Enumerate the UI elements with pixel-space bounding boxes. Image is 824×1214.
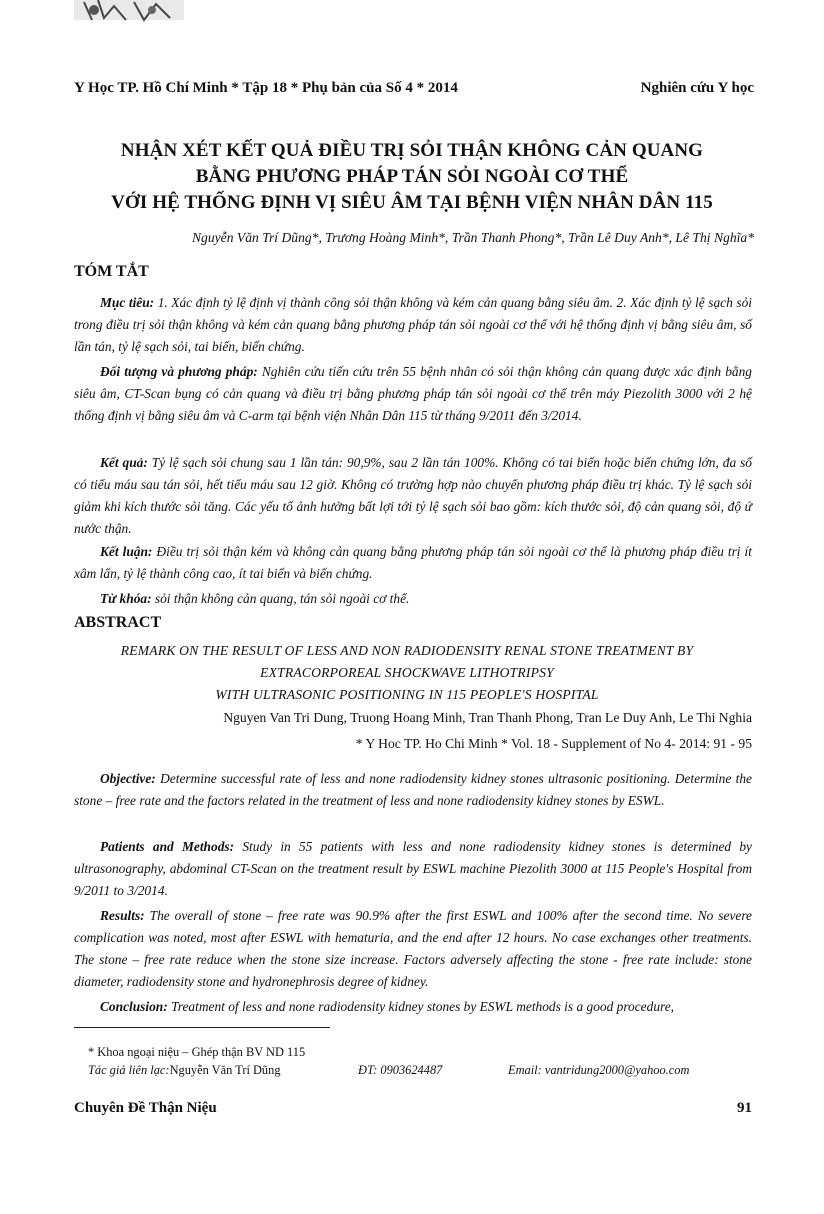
- para-label: Kết luận:: [100, 544, 153, 559]
- en-abstract-objective: [74, 768, 752, 812]
- para-label: Patients and Methods:: [100, 839, 235, 854]
- title-line: VỚI HỆ THỐNG ĐỊNH VỊ SIÊU ÂM TẠI BỆNH VIỆN NHÂN DÂN 115: [111, 192, 713, 213]
- contact-email: Email: vantridung2000@yahoo.com: [508, 1063, 690, 1077]
- vn-abstract-keywords: [74, 588, 752, 610]
- para-text: 1. Xác định tỷ lệ định vị thành công sỏi thận không và kém cản quang bằng siêu âm. 2. Xác định tỷ lệ sạch sỏi trong điều trị sỏi thận không và kém cản quang bằng phương pháp tán sỏi ngoài cơ thể với hệ thống định vị bằng siêu âm, số lần tán, tỷ lệ sạch sỏi, tai biến, biến chứng.: [74, 295, 753, 354]
- en-abstract-conclusion: [74, 996, 752, 1018]
- para-text: Nghiên cứu tiến cứu trên 55 bệnh nhân có sỏi thận không cản quang được xác định bằng siêu âm, CT-Scan bụng có cản quang và điều trị bằng phương pháp tán sỏi ngoài cơ thể trên máy Piezolith 3000 với 2 hệ thống định vị bằng siêu âm và C-arm tại bệnh viện Nhân Dân 115 từ tháng 9/2011 đến 3/2014.: [74, 364, 752, 423]
- en-title-line: REMARK ON THE RESULT OF LESS AND NON RADIODENSITY RENAL STONE TREATMENT BY: [120, 643, 694, 658]
- contact-name: Nguyễn Văn Trí Dũng: [169, 1063, 281, 1077]
- para-label: Conclusion:: [100, 999, 168, 1014]
- author-list: Nguyễn Văn Trí Dũng*, Trương Hoàng Minh*, Trần Thanh Phong*, Trần Lê Duy Anh*, Lê Thị Nghĩa*: [191, 230, 754, 245]
- page-number: 91: [737, 1100, 752, 1116]
- en-title-line: WITH ULTRASONIC POSITIONING IN 115 PEOPLE'S HOSPITAL: [215, 687, 599, 702]
- paper-title: [60, 138, 764, 216]
- para-text: Điều trị sỏi thận kém và không cản quang bằng phương pháp tán sỏi ngoài cơ thể là phương pháp điều trị ít xâm lấn, tỷ lệ thành công cao, ít tai biến và biến chứng.: [74, 544, 752, 581]
- citation: * Y Hoc TP. Ho Chi Minh * Vol. 18 - Supplement of No 4- 2014: 91 - 95: [355, 736, 752, 751]
- para-label: Kết quả:: [100, 455, 148, 470]
- para-label: Đối tượng và phương pháp:: [100, 364, 258, 379]
- para-text: Study in 55 patients with less and none radiodensity kidney stones is determined by ultrasonography, abdominal CT-Scan on the treatment result by ESWL machine Piezolith 3000 at 115 People's Hospital from 9/2011 to 3/2014.: [74, 839, 752, 898]
- contact-phone: ĐT: 0903624487: [358, 1063, 443, 1077]
- en-abstract-methods: [74, 836, 752, 902]
- running-header-left: Y Học TP. Hồ Chí Minh * Tập 18 * Phụ bản của Số 4 * 2014: [74, 80, 458, 96]
- para-text: Tỷ lệ sạch sỏi chung sau 1 lần tán: 90,9%, sau 2 lần tán 100%. Không có tai biến hoặc biến chứng lớn, đa số có tiểu máu sau tán sỏi, hết tiểu máu sau 12 giờ. Không có trường hợp nào chuyển phương pháp điều trị khác. Tỷ lệ sạch sỏi giảm khi kích thước sỏi tăng. Các yếu tố ảnh hưởng bất lợi tới tỷ lệ sạch sỏi bao gồm: kích thước sỏi, độ cản quang sỏi, độ ứ nước thận.: [74, 455, 752, 536]
- para-label: Objective:: [100, 771, 156, 786]
- vn-abstract-methods: [74, 361, 752, 427]
- vn-abstract-conclusion: [74, 541, 752, 585]
- para-label: Mục tiêu:: [100, 295, 155, 310]
- title-line: BẰNG PHƯƠNG PHÁP TÁN SỎI NGOÀI CƠ THỂ: [195, 166, 629, 187]
- footer-journal-section: Chuyên Đề Thận Niệu: [74, 1100, 217, 1116]
- vn-abstract-results: [74, 452, 752, 540]
- footnote-contact: [88, 1063, 748, 1078]
- footnote-divider: [74, 1027, 330, 1028]
- para-label: Từ khóa:: [100, 591, 152, 606]
- en-abstract-results: [74, 905, 752, 993]
- title-line: NHẬN XÉT KẾT QUẢ ĐIỀU TRỊ SỎI THẬN KHÔNG CẢN QUANG: [120, 140, 704, 161]
- para-text: sỏi thận không cản quang, tán sỏi ngoài cơ thể.: [151, 591, 410, 606]
- vn-abstract-objective: [74, 292, 752, 358]
- en-author-list: Nguyen Van Tri Dung, Truong Hoang Minh, Tran Thanh Phong, Tran Le Duy Anh, Le Thi Nghia: [223, 710, 752, 725]
- running-header: [74, 80, 754, 97]
- vn-section-heading: TÓM TẮT: [74, 263, 149, 280]
- en-title: [60, 640, 754, 706]
- para-text: Treatment of less and none radiodensity kidney stones by ESWL methods is a good procedure,: [167, 999, 675, 1014]
- para-text: Determine successful rate of less and none radiodensity kidney stones ultrasonic positioning. Determine the stone – free rate and the factors related in the treatment of less and none radiodensity kidney stones by ESWL.: [74, 771, 752, 808]
- contact-label: Tác giả liên lạc:: [88, 1063, 170, 1077]
- en-section-heading: ABSTRACT: [74, 614, 162, 631]
- para-label: Results:: [100, 908, 145, 923]
- stamp-mark: [74, 0, 184, 28]
- para-text: The overall of stone – free rate was 90.9% after the first ESWL and 100% after the second time. No severe complication was noted, most after ESWL with hematuria, and the end after 12 hours. No case exchanges other treatments. The stone – free rate reduce when the stone size increase. Factors adversely affecting the stone - free rate include: stone diameter, radiodensity stone and hydronephrosis degree of kidney.: [74, 908, 752, 989]
- footnote-affiliation: * Khoa ngoại niệu – Ghép thận BV ND 115: [88, 1045, 306, 1059]
- en-title-line: EXTRACORPOREAL SHOCKWAVE LITHOTRIPSY: [260, 665, 554, 680]
- running-header-right: Nghiên cứu Y học: [640, 80, 754, 96]
